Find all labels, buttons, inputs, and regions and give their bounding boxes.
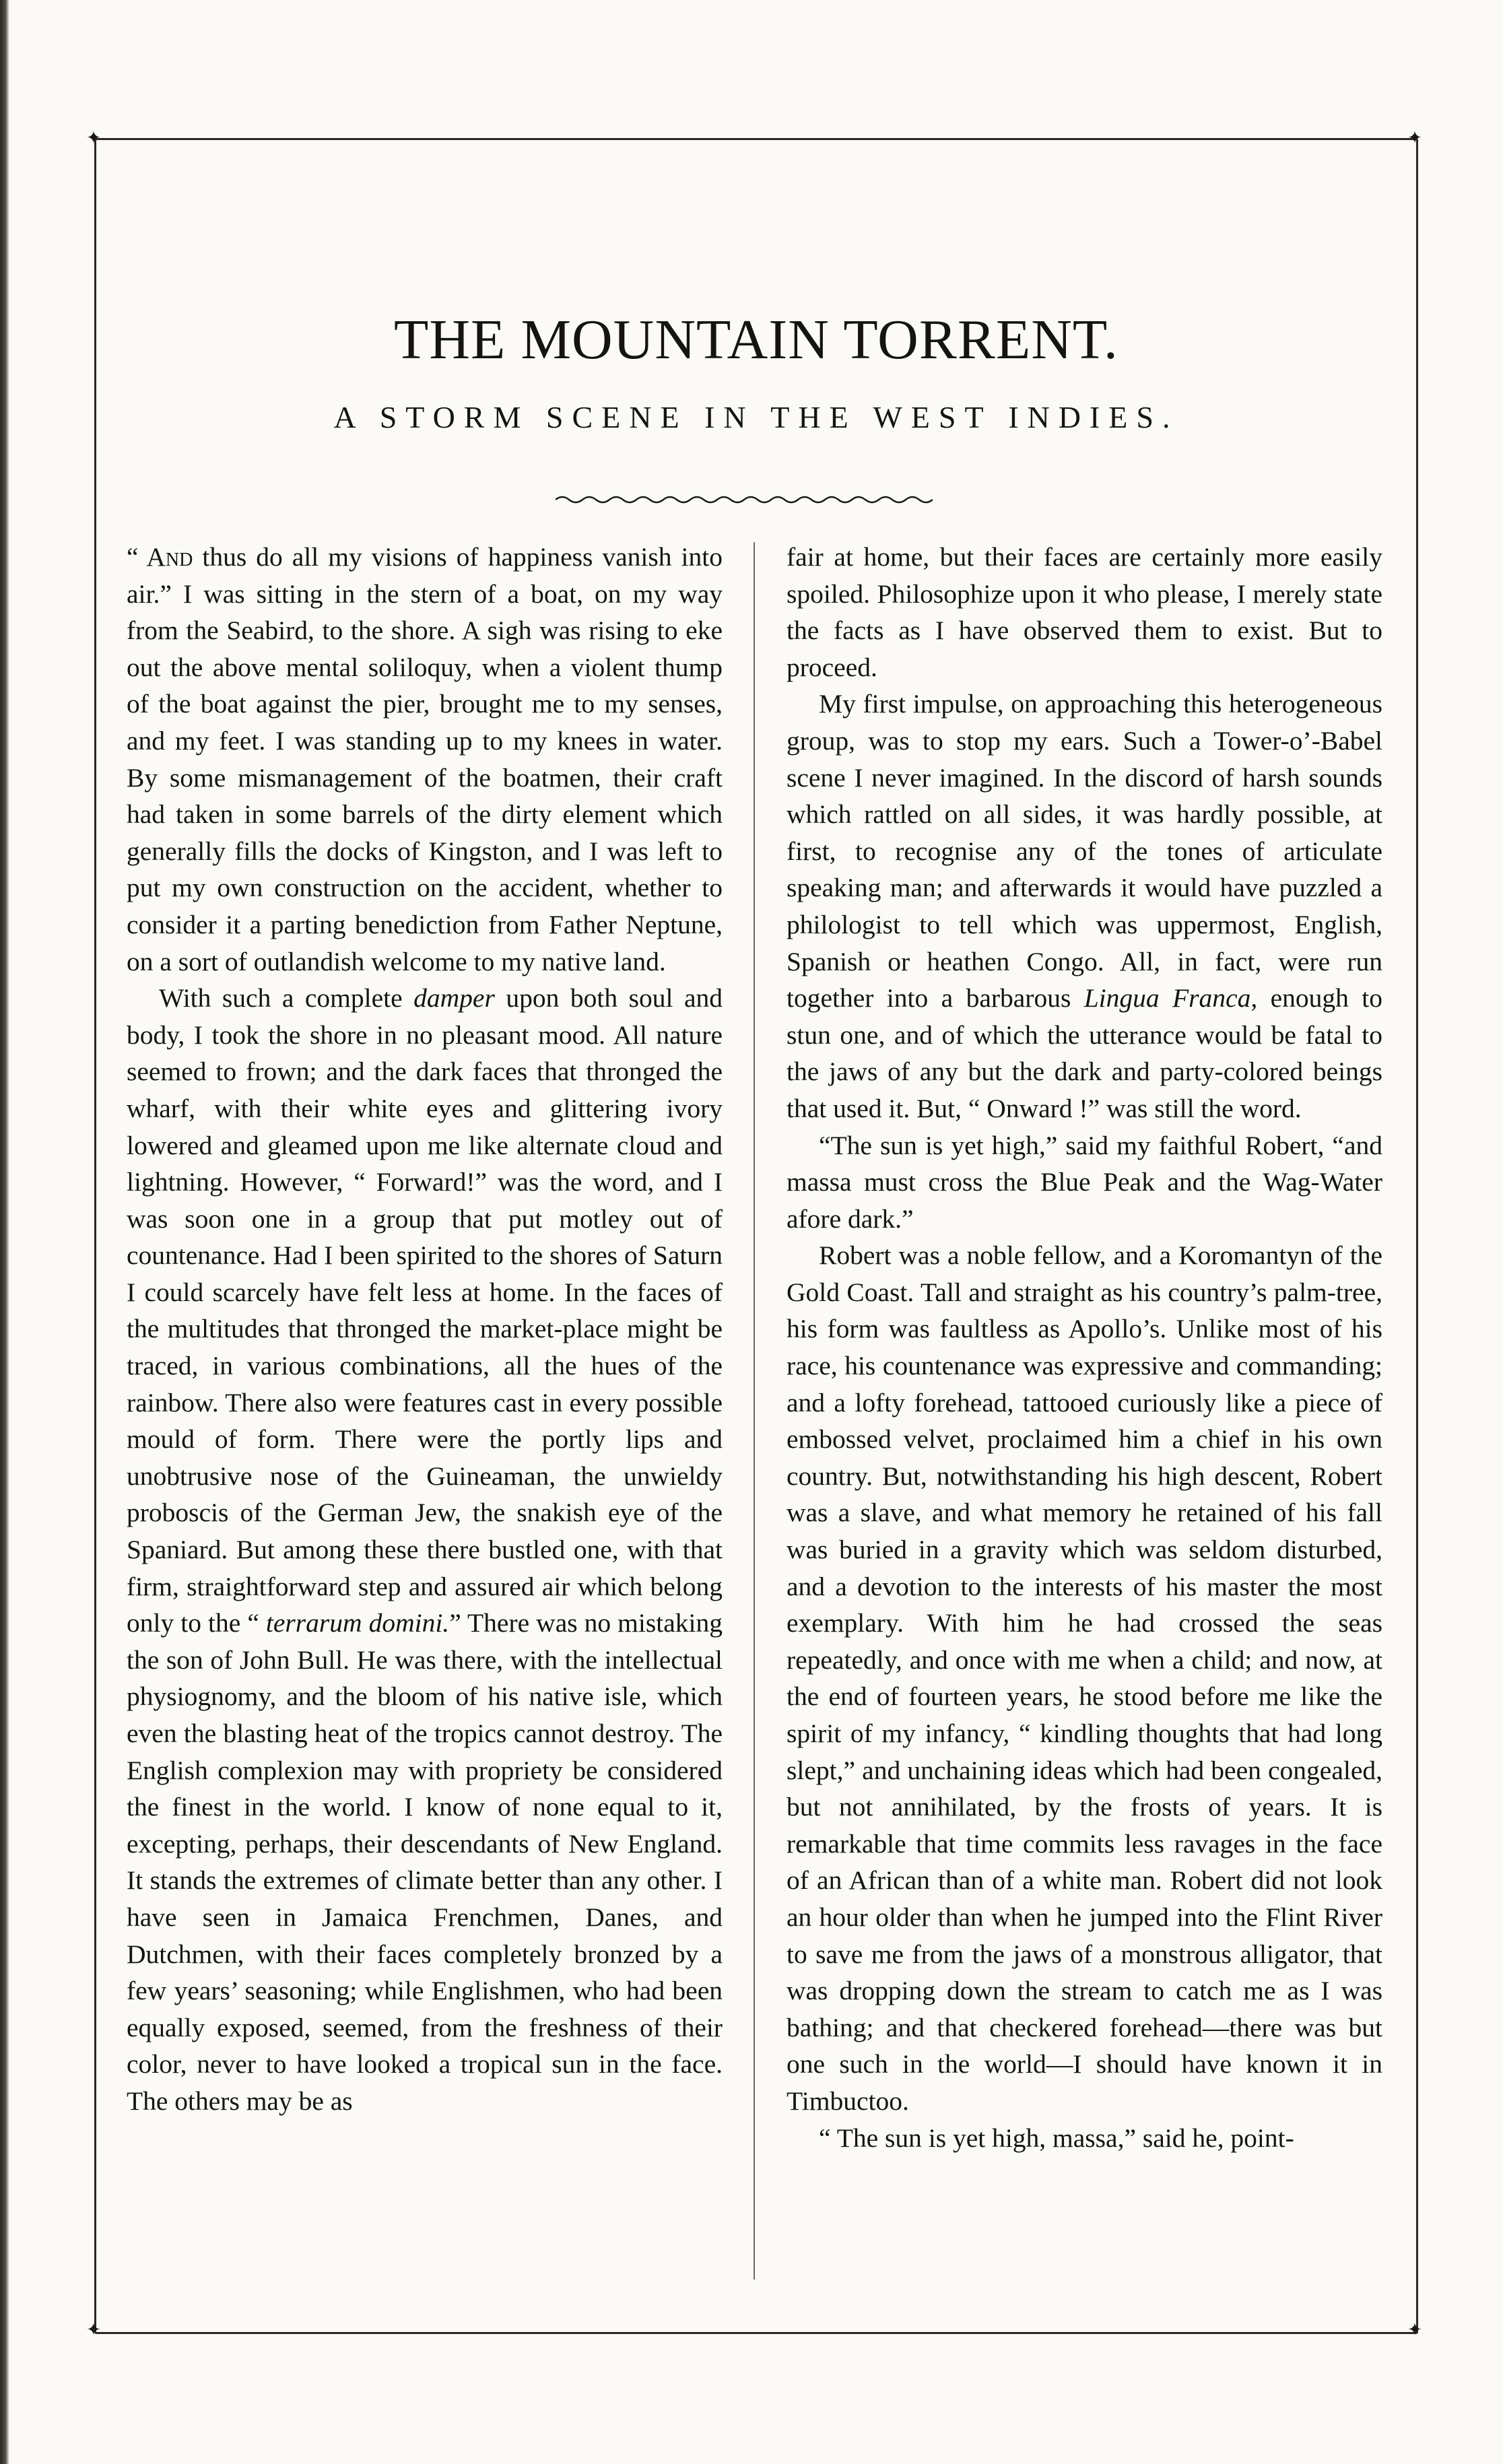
paragraph	[787, 686, 1382, 1127]
article-title: THE MOUNTAIN TORRENT.	[394, 308, 1118, 371]
corner-ornament-icon: ✦	[1407, 128, 1422, 148]
right-text-column	[787, 539, 1382, 2156]
paragraph-text: ” There was no mistaking the son of John Bull. He was there, with the intellectual physiognomy, and the bloom of his native isle, which even the blasting heat of the tropics cannot destroy. The English complexion may with propriety be considered the finest in the world. I know of none equal to it, excepting, perhaps, their descendants of New England. It stands the extremes of climate better than any other. I have seen in Jamaica Frenchmen, Danes, and Dutchmen, with their faces completely bronzed by a few years’ seasoning; while Englishmen, who had been equally exposed, seemed, from the freshness of their color, never to have looked a tropical sun in the face. The others may be as	[127, 1608, 723, 2116]
paragraph-text: thus do all my visions of happiness vanish into air.” I was sitting in the stern of a boat, on my way from the Seabird, to the shore. A sigh was rising to eke out the above mental soliloquy, when a violent thump of the boat against the pier, brought me to my senses, and my feet. I was standing up to my knees in water. By some mismanagement of the boatmen, their craft had taken in some barrels of the dirty element which generally fills the docks of Kingston, and I was left to put my own construction on the accident, whether to consider it a parting benediction from Father Neptune, on a sort of outlandish welcome to my native land.	[127, 542, 723, 976]
paragraph-text: My first impulse, on approaching this heterogeneous group, was to stop my ears. Such a Tower-o’-Babel scene I never imagined. In the discord of harsh sounds which rattled on all sides, it was hardly possible, at first, to recognise any of the tones of articulate speaking man; and afterwards it would have puzzled a philologist to tell which was uppermost, English, Spanish or heathen Congo. All, in fact, were run together into a barbarous	[787, 689, 1382, 1013]
paragraph: fair at home, but their faces are certainly more easily spoiled. Philosophize upon it who please, I merely state the facts as I have observed them to exist. But to proceed.	[787, 542, 1382, 682]
italic-phrase: terrarum domini.	[265, 1608, 450, 1638]
column-divider	[754, 542, 755, 2279]
book-spine-shadow	[0, 0, 9, 2464]
paragraph-text: enough to stun one, and of which the utterance would be fatal to the jaws of any but the dark and party-colored beings that used it. But, “ Onward !” was still the word.	[787, 983, 1382, 1123]
left-text-column	[127, 539, 723, 2120]
paragraph: “ The sun is yet high, massa,” said he, point-	[819, 2123, 1294, 2153]
corner-ornament-icon: ✦	[86, 2320, 101, 2340]
article-subtitle: A STORM SCENE IN THE WEST INDIES.	[333, 400, 1179, 434]
paragraph-text: With such a complete	[159, 983, 414, 1013]
paragraph: Robert was a noble fellow, and a Koromantyn of the Gold Coast. Tall and straight as his country’s palm-tree, his form was faultless as Apollo’s. Unlike most of his race, his countenance was expressive and commanding; and a lofty forehead, tattooed curiously like a piece of embossed velvet, proclaimed him a chief in his own country. But, notwithstanding his high descent, Robert was a slave, and what memory he retained of his fall was buried in a gravity which was seldom disturbed, and a devotion to the interests of his master the most exemplary. With him he had crossed the seas repeatedly, and once with me when a child; and now, at the end of fourteen years, he stood before me like the spirit of my infancy, “ kindling thoughts that had long slept,” and unchaining ideas which had been congealed, but not annihilated, by the frosts of years. It is remarkable that time commits less ravages in the face of an African than of a white man. Robert did not look an hour older than when he jumped into the Flint River to save me from the jaws of a monstrous alligator, that was dropping down the stream to catch me as I was bathing; and that checkered forehead—there was but one such in the world—I should have known it in Timbuctoo.	[787, 1240, 1382, 2116]
italic-phrase: Lingua Franca,	[1083, 983, 1258, 1013]
decorative-squiggle-divider	[556, 492, 933, 508]
corner-ornament-icon: ✦	[86, 128, 101, 148]
corner-ornament-icon: ✦	[1407, 2320, 1422, 2340]
italic-word: damper	[413, 983, 495, 1013]
paragraph: “The sun is yet high,” said my faithful Robert, “and massa must cross the Blue Peak and the Wag-Water afore dark.”	[787, 1130, 1382, 1234]
paragraph-text: upon both soul and body, I took the shore in no pleasant mood. All nature seemed to frown; and the dark faces that thronged the wharf, with their white eyes and glittering ivory lowered and gleamed upon me like alternate cloud and lightning. However, “ Forward!” was the word, and I was soon one in a group that put motley out of countenance. Had I been spirited to the shores of Saturn I could scarcely have felt less at home. In the faces of the multitudes that thronged the market-place might be traced, in various combinations, all the hues of the rainbow. There also were features cast in every possible mould of form. There were the portly lips and unobtrusive nose of the Guineaman, the unwieldy proboscis of the German Jew, the snakish eye of the Spaniard. But among these there bustled one, with that firm, straightforward step and assured air which belong only to the “	[127, 983, 723, 1638]
paragraph	[127, 539, 723, 980]
opening-words: “ And	[127, 542, 193, 572]
paragraph	[127, 980, 723, 2119]
